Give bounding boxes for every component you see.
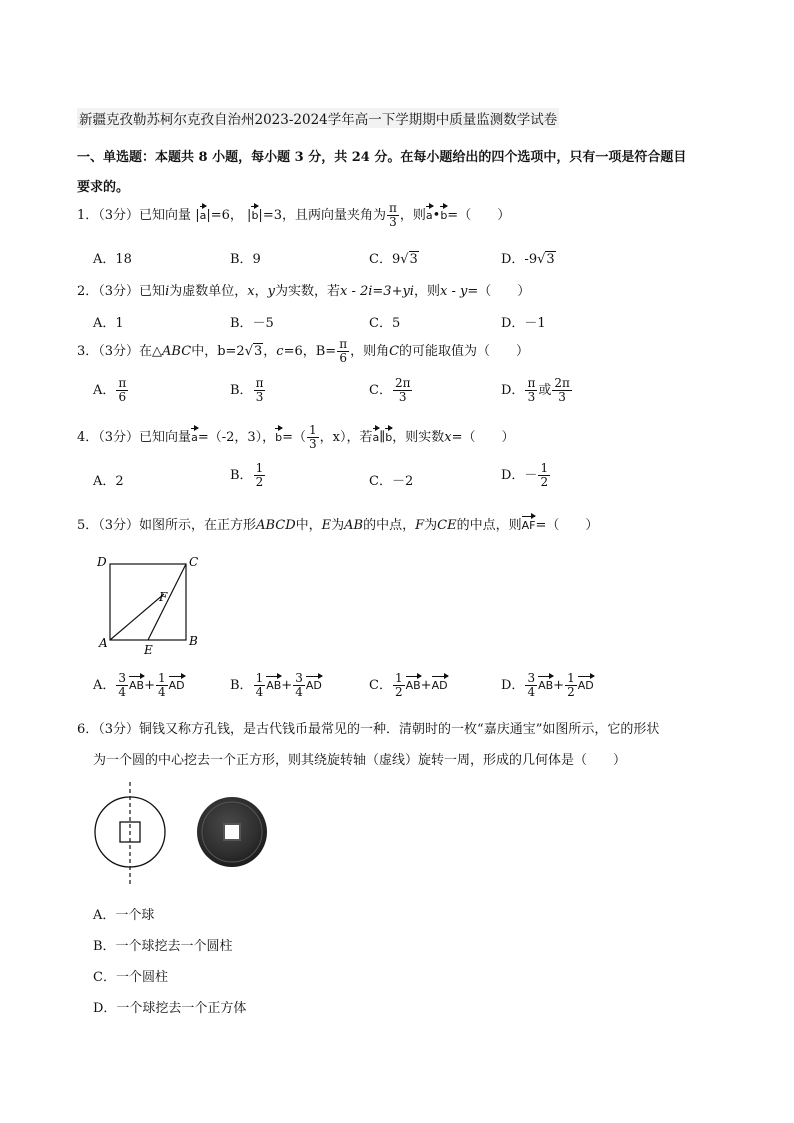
option-label: C．9 bbox=[369, 252, 401, 267]
numerator: 1 bbox=[255, 671, 264, 685]
option-label: A． bbox=[93, 383, 116, 399]
fraction bbox=[307, 424, 319, 451]
label-A: A bbox=[99, 636, 108, 650]
segment-CE: CE bbox=[437, 518, 457, 533]
question-number: 2．（3分） bbox=[77, 284, 140, 299]
q6-option-d[interactable]: D．一个球挖去一个正方体 bbox=[93, 1001, 247, 1016]
q4-text: =（-2，3）， bbox=[197, 430, 276, 446]
q4-option-a[interactable]: A．2 bbox=[93, 474, 124, 489]
q3-text: =6，B= bbox=[283, 344, 337, 360]
q2-text: ， bbox=[254, 284, 268, 299]
square-figure bbox=[95, 555, 215, 655]
vector-a: a bbox=[426, 203, 433, 222]
q1-option-c[interactable]: C．9√3 bbox=[369, 252, 418, 267]
q4-option-c[interactable]: C．－2 bbox=[369, 474, 414, 489]
q4-text: 已知向量 bbox=[139, 430, 192, 446]
q2-text: ，则 bbox=[413, 284, 440, 299]
q5-option-d[interactable] bbox=[501, 672, 594, 699]
q3-option-c[interactable] bbox=[369, 377, 413, 404]
option-label: B． bbox=[230, 468, 253, 484]
coin-photo bbox=[195, 795, 275, 875]
fraction bbox=[387, 202, 399, 229]
option-label: A． bbox=[93, 678, 116, 694]
q5-text: 中， bbox=[295, 518, 322, 533]
option-label: C． bbox=[369, 383, 392, 399]
numerator: 3 bbox=[295, 671, 303, 685]
q5-text: =（ ） bbox=[535, 518, 599, 533]
numerator: 2π bbox=[554, 376, 570, 390]
question-6 bbox=[77, 718, 659, 737]
q3-option-a[interactable] bbox=[93, 377, 129, 404]
denominator: 4 bbox=[295, 685, 303, 700]
label-E: E bbox=[144, 643, 153, 657]
var-C: C bbox=[389, 344, 400, 360]
fraction bbox=[552, 377, 572, 404]
denominator: 3 bbox=[558, 390, 566, 405]
vector-b: b bbox=[440, 203, 447, 222]
option-label: C． bbox=[369, 678, 392, 694]
triangle-name: ABC bbox=[162, 344, 192, 360]
q1-text: =（ ） bbox=[447, 208, 511, 224]
option-label: B． bbox=[230, 383, 253, 399]
q1-text: 已知向量 bbox=[139, 208, 192, 224]
vector-b: b bbox=[385, 425, 392, 444]
vector-a: a bbox=[373, 425, 380, 444]
vector-AB: AB bbox=[129, 673, 144, 692]
question-number: 4．（3分） bbox=[77, 430, 140, 446]
denominator: 4 bbox=[527, 685, 536, 700]
plus: + bbox=[553, 678, 565, 694]
q5-text: 为 bbox=[424, 518, 438, 533]
vector-b: b bbox=[251, 203, 258, 222]
page-title: 新疆克孜勒苏柯尔克孜自治州2023-2024学年高一下学期期中质量监测数学试卷 bbox=[77, 108, 559, 128]
denominator: 3 bbox=[255, 390, 264, 405]
point-F: F bbox=[415, 518, 425, 533]
q3-text: 的可能取值为（ ） bbox=[399, 344, 530, 360]
numerator: 3 bbox=[118, 671, 127, 685]
section-header-line1: 一、单选题：本题共 8 小题，每小题 3 分，共 24 分。在每小题给出的四个选项中，只有一项是符合题目 bbox=[77, 150, 687, 165]
sqrt-radicand: 3 bbox=[409, 252, 418, 267]
q5-option-c[interactable] bbox=[369, 672, 448, 699]
denominator: 3 bbox=[398, 390, 407, 405]
plus: + bbox=[281, 678, 293, 694]
numerator: π bbox=[255, 376, 264, 390]
vector-a: a bbox=[191, 425, 198, 444]
denominator: 2 bbox=[567, 685, 575, 700]
abs-b: |b| bbox=[247, 208, 263, 223]
q5-text: 的中点，则 bbox=[456, 518, 522, 533]
denominator: 4 bbox=[118, 685, 127, 700]
question-number: 1．（3分） bbox=[77, 208, 140, 224]
q5-text: 为 bbox=[331, 518, 345, 533]
denominator: 3 bbox=[527, 390, 536, 405]
var-x: x bbox=[444, 430, 452, 446]
question-number: 3．（3分） bbox=[77, 344, 140, 360]
point-E: E bbox=[321, 518, 332, 533]
question-number: 6．（3分） bbox=[77, 722, 140, 737]
q2-text: 为实数，若 bbox=[274, 284, 340, 299]
vector-AB: AB bbox=[406, 673, 421, 692]
section-header-line2: 要求的。 bbox=[77, 180, 130, 195]
q3-text: 在△ bbox=[139, 344, 163, 360]
fraction bbox=[254, 377, 266, 404]
expression: x - y bbox=[439, 284, 468, 299]
vector-b: b bbox=[275, 425, 282, 444]
numerator: π bbox=[118, 376, 127, 390]
option-label: B． bbox=[230, 678, 253, 694]
q5-text: 的中点， bbox=[363, 518, 416, 533]
coin-hole bbox=[224, 824, 240, 840]
q2-text: =（ ） bbox=[467, 284, 531, 299]
numerator: 1 bbox=[567, 671, 575, 685]
question-4 bbox=[77, 424, 515, 451]
numerator: 3 bbox=[527, 671, 536, 685]
q6-option-c[interactable]: C．一个圆柱 bbox=[93, 970, 168, 985]
label-B: B bbox=[189, 634, 198, 648]
numerator: 1 bbox=[394, 671, 403, 685]
q1-text: ，则 bbox=[399, 208, 426, 224]
q6-option-a[interactable]: A．一个球 bbox=[93, 908, 155, 923]
numerator: 2π bbox=[394, 376, 411, 390]
numerator: 1 bbox=[540, 461, 549, 475]
numerator: 1 bbox=[309, 423, 317, 437]
fraction bbox=[393, 672, 405, 699]
q4-option-d[interactable] bbox=[501, 462, 551, 489]
var-c: c bbox=[276, 344, 284, 360]
var-y: y bbox=[267, 284, 275, 299]
option-label: D．-9 bbox=[501, 252, 538, 267]
denominator: 2 bbox=[540, 475, 549, 490]
q4-text: ，x），若 bbox=[319, 430, 373, 446]
q1-option-b[interactable]: B．9 bbox=[230, 252, 261, 267]
q3-text: ，则角 bbox=[350, 344, 390, 360]
sqrt-radicand: 3 bbox=[546, 252, 555, 267]
q3-option-b[interactable] bbox=[230, 377, 266, 404]
q4-text: =（ bbox=[282, 430, 307, 446]
fraction bbox=[565, 672, 577, 699]
q3-text: 中，b=2 bbox=[191, 344, 245, 360]
denominator: 6 bbox=[118, 390, 127, 405]
fraction bbox=[525, 672, 537, 699]
q3-option-d[interactable] bbox=[501, 377, 573, 404]
segment-AB: AB bbox=[344, 518, 364, 533]
numerator: 1 bbox=[255, 461, 264, 475]
vector-AD: AD bbox=[578, 673, 594, 692]
parallel-symbol: ∥ bbox=[379, 430, 386, 446]
option-label: D． bbox=[501, 383, 525, 399]
q2-option-a[interactable]: A．1 bbox=[93, 316, 124, 331]
square bbox=[110, 564, 186, 640]
q2-text: 为虚数单位， bbox=[169, 284, 248, 299]
q5-option-b[interactable] bbox=[230, 672, 322, 699]
option-label: D．－ bbox=[501, 468, 538, 484]
abs-a: |a| bbox=[195, 208, 211, 223]
var-i: i bbox=[165, 284, 170, 299]
denominator: 2 bbox=[394, 685, 403, 700]
denominator: 4 bbox=[255, 685, 264, 700]
label-D: D bbox=[97, 555, 107, 569]
label-C: C bbox=[189, 555, 199, 569]
denominator: 3 bbox=[309, 437, 317, 452]
denominator: 4 bbox=[158, 685, 166, 700]
fraction bbox=[337, 338, 349, 365]
vector-AF: AF bbox=[522, 513, 536, 532]
q4-option-b[interactable] bbox=[230, 462, 266, 489]
question-1 bbox=[77, 202, 510, 229]
fraction bbox=[116, 672, 128, 699]
fraction bbox=[538, 462, 550, 489]
question-2 bbox=[77, 280, 530, 299]
q2-option-c[interactable]: C．5 bbox=[369, 316, 401, 331]
q2-text: 已知 bbox=[139, 284, 166, 299]
q1-text: =3，且两向量夹角为 bbox=[262, 208, 386, 224]
q5-option-a[interactable] bbox=[93, 672, 185, 699]
q3-text: ， bbox=[263, 344, 277, 360]
q6-text: 铜钱又称方孔钱，是古代钱币最常见的一种．清朝时的一枚“嘉庆通宝”如图所示，它的形状 bbox=[139, 722, 660, 737]
fraction bbox=[525, 377, 537, 404]
line-AF bbox=[110, 594, 164, 640]
q2-option-b[interactable]: B．－5 bbox=[230, 316, 274, 331]
numerator: π bbox=[339, 337, 348, 351]
vector-AB: AB bbox=[538, 673, 553, 692]
vector-AD: AD bbox=[169, 673, 185, 692]
q4-text: =（ ） bbox=[451, 430, 515, 446]
fraction bbox=[116, 377, 128, 404]
option-label: D． bbox=[501, 678, 525, 694]
q2-option-d[interactable]: D．－1 bbox=[501, 316, 546, 331]
question-3: 3．（3分）在△ABC中，b=2√3，c=6，B= $\frac{\pi}{6}$ ，则角C的可能取值为（ ） bbox=[77, 337, 530, 366]
fraction bbox=[293, 672, 305, 699]
square-name: ABCD bbox=[256, 518, 296, 533]
coin-diagram bbox=[93, 780, 173, 890]
var-x: x bbox=[247, 284, 255, 299]
vector-AB: AB bbox=[266, 673, 281, 692]
or-text: 或 bbox=[538, 383, 552, 399]
q4-text: ，则实数 bbox=[392, 430, 445, 446]
equation: x - 2i=3+yi bbox=[339, 284, 414, 299]
vector-AD: AD bbox=[306, 673, 322, 692]
vector-a: a bbox=[200, 203, 207, 222]
q1-option-d[interactable]: D．-9√3 bbox=[501, 252, 555, 267]
q1-option-a[interactable]: A．18 bbox=[93, 252, 132, 267]
sqrt-radicand: 3 bbox=[253, 344, 263, 360]
q1-text: =6， bbox=[210, 208, 243, 224]
q6-option-b[interactable]: B．一个球挖去一个圆柱 bbox=[93, 939, 233, 954]
question-number: 5．（3分） bbox=[77, 518, 140, 533]
numerator: π bbox=[527, 376, 536, 390]
fraction bbox=[254, 672, 266, 699]
fraction bbox=[393, 377, 413, 404]
numerator: 1 bbox=[158, 671, 166, 685]
question-5 bbox=[77, 513, 598, 533]
fraction bbox=[254, 462, 266, 489]
dot-operator: • bbox=[432, 208, 441, 224]
plus: + bbox=[420, 678, 432, 694]
denominator: 2 bbox=[255, 475, 264, 490]
denominator: 6 bbox=[339, 351, 347, 366]
plus: + bbox=[144, 678, 156, 694]
numerator: π bbox=[388, 201, 397, 215]
fraction bbox=[156, 672, 168, 699]
q5-text: 如图所示，在正方形 bbox=[139, 518, 257, 533]
label-F: F bbox=[159, 590, 168, 604]
question-6-line2: 为一个圆的中心挖去一个正方形，则其绕旋转轴（虚线）旋转一周，形成的几何体是（ ） bbox=[93, 753, 627, 768]
vector-AD: AD bbox=[432, 673, 448, 692]
denominator: 3 bbox=[389, 215, 397, 230]
